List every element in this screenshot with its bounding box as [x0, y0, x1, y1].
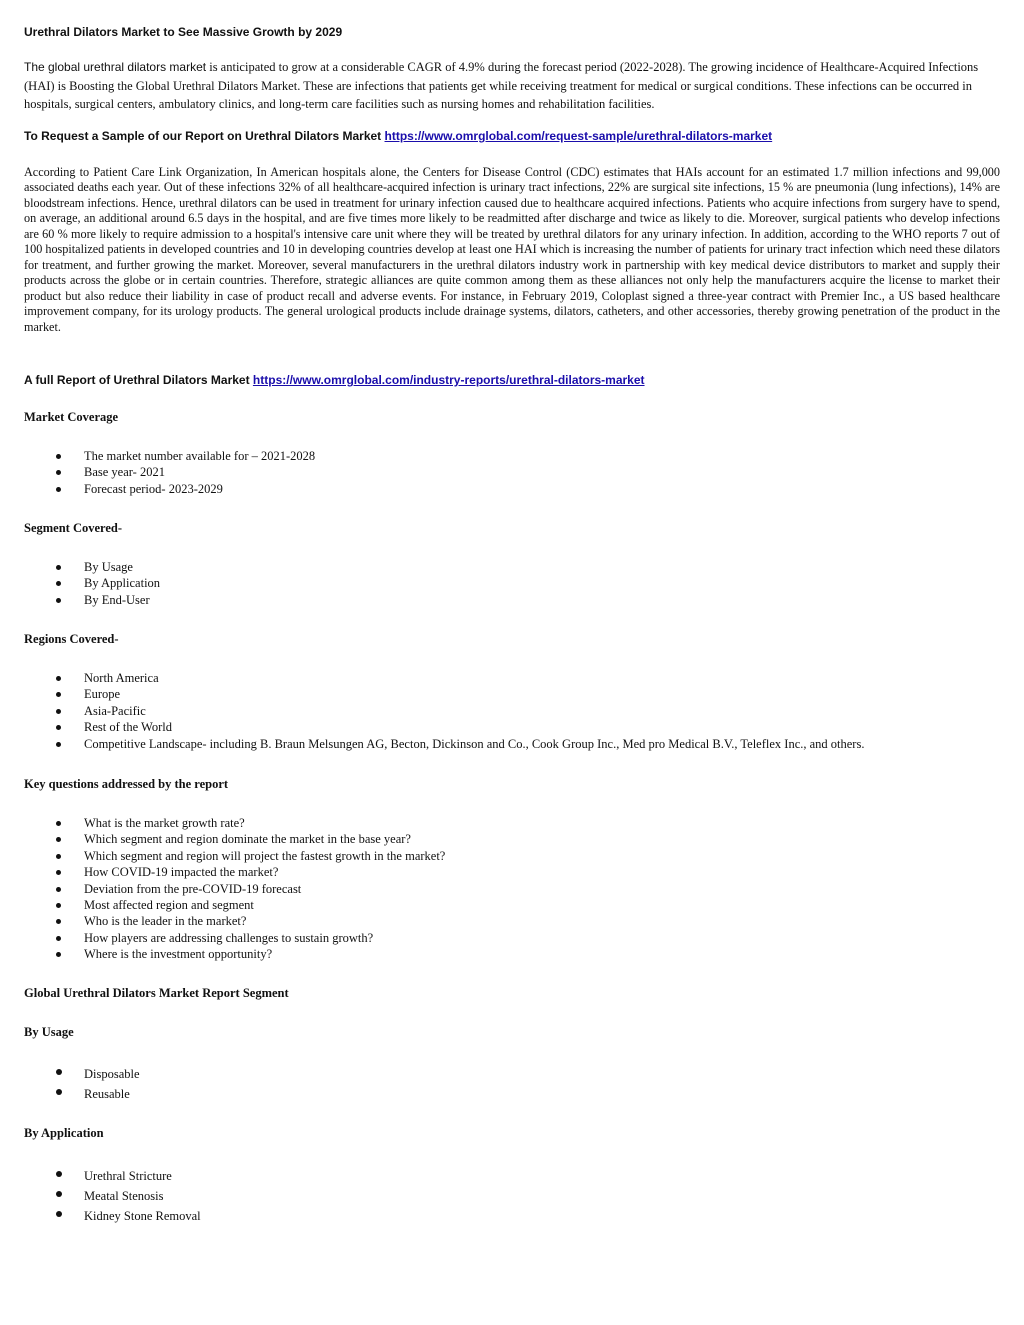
by-application-list [24, 1166, 201, 1226]
full-report-label: A full Report of Urethral Dilators Market [24, 373, 253, 387]
bullet-icon [56, 1211, 62, 1217]
sample-request-line [24, 129, 772, 143]
list-item: How COVID-19 impacted the market? [24, 864, 445, 880]
list-item: Most affected region and segment [24, 897, 445, 913]
bullet-icon [56, 919, 61, 924]
body-paragraph: According to Patient Care Link Organization, In American hospitals alone, the Centers for Disease Control (CDC) estimates that HAIs account for an estimated 1.7 million infections and 99,000 associated deaths each year. Out of these infections 32% of all healthcare-acquired infection is urinary tract infections, 22% are surgical site infections, 15 % are pneumonia (lung infections), 14% are bloodstream infections. Hence, urethral dilators can be used in treatment for urinary infection caused due to healthcare acquired infections. Patients who acquire infections from surgery have to spend, on average, an additional around 6.5 days in the hospital, and are five times more likely to be readmitted after discharge and twice as likely to die. Moreover, surgical patients who develop infections are 60 % more likely to require admission to a hospital's intensive care unit where they will be treated by urethral dilators for any urinary infection. In addition, according to the WHO reports 7 out of 100 hospitalized patients in developed countries and 10 in developing countries develop at least one HAI which is increasing the number of patients for urinary tract infection which need these dilators for treatment, and further growing the market. Moreover, several manufacturers in the urethral dilators industry work in partnership with key medical device distributors to market and supply their products across the globe or in certain countries. Therefore, strategic alliances are quite common among them as these alliances not only help the manufacturers acquire the license to market their product but also reduce their liability in case of product recall and adverse events. For instance, in February 2019, Coloplast signed a three-year contract with Premier Inc., a US based healthcare improvement company, for its urology products. The general urological products include drainage systems, dilators, catheters, and other accessories, thereby growing penetration of the product in the market. [24, 165, 1000, 334]
bullet-icon [56, 565, 61, 570]
bullet-icon [56, 598, 61, 603]
list-item: By Application [24, 575, 160, 591]
by-usage-heading: By Usage [24, 1025, 74, 1039]
bullet-icon [56, 952, 61, 957]
bullet-icon [56, 821, 61, 826]
sample-request-label: To Request a Sample of our Report on Urethral Dilators Market [24, 129, 385, 143]
list-item: Disposable [24, 1064, 140, 1084]
document-title: Urethral Dilators Market to See Massive Growth by 2029 [24, 25, 343, 39]
sample-request-link[interactable]: https://www.omrglobal.com/request-sample/urethral-dilators-market [384, 129, 773, 143]
list-item: Meatal Stenosis [24, 1186, 201, 1206]
report-segment-heading: Global Urethral Dilators Market Report Segment [24, 986, 289, 1000]
list-item: Which segment and region dominate the market in the base year? [24, 831, 445, 847]
list-item: Urethral Stricture [24, 1166, 201, 1186]
bullet-icon [56, 854, 61, 859]
regions-covered-heading: Regions Covered- [24, 632, 119, 646]
list-item: Which segment and region will project the fastest growth in the market? [24, 848, 445, 864]
list-item: What is the market growth rate? [24, 815, 445, 831]
bullet-icon [56, 1089, 62, 1095]
list-item: Base year- 2021 [24, 464, 315, 480]
list-item: Rest of the World [24, 719, 864, 735]
bullet-icon [56, 1171, 62, 1177]
list-item: Asia-Pacific [24, 703, 864, 719]
bullet-icon [56, 709, 61, 714]
list-item: Kidney Stone Removal [24, 1206, 201, 1226]
bullet-icon [56, 487, 61, 492]
list-item: Reusable [24, 1084, 140, 1104]
bullet-icon [56, 936, 61, 941]
intro-lead: The global urethral dilators market [24, 60, 207, 74]
bullet-icon [56, 581, 61, 586]
intro-text: is anticipated to grow at a considerable CAGR of 4.9% during the forecast period (2022-2028). The growing incidence of Healthcare-Acquired Infections (HAI) is Boosting the Global Urethral Dilators Market. These are infections that patients get while receiving treatment for medical or surgical conditions. These infections can be occurred in hospitals, surgical centers, ambulatory clinics, and long-term care facilities such as nursing homes and rehabilitation facilities. [24, 60, 979, 111]
bullet-icon [56, 725, 61, 730]
regions-covered-list [24, 670, 864, 752]
bullet-icon [56, 454, 61, 459]
list-item: Competitive Landscape- including B. Braun Melsungen AG, Becton, Dickinson and Co., Cook Group Inc., Med pro Medical B.V., Teleflex Inc., and others. [24, 736, 864, 752]
segment-covered-heading: Segment Covered- [24, 521, 123, 535]
list-item: Forecast period- 2023-2029 [24, 481, 315, 497]
bullet-icon [56, 692, 61, 697]
bullet-icon [56, 887, 61, 892]
intro-paragraph [24, 58, 1000, 114]
list-item: How players are addressing challenges to sustain growth? [24, 930, 445, 946]
bullet-icon [56, 903, 61, 908]
full-report-link[interactable]: https://www.omrglobal.com/industry-reports/urethral-dilators-market [252, 373, 645, 387]
bullet-icon [56, 470, 61, 475]
by-usage-list [24, 1064, 140, 1104]
list-item: Deviation from the pre-COVID-19 forecast [24, 881, 445, 897]
list-item: North America [24, 670, 864, 686]
list-item: The market number available for – 2021-2028 [24, 448, 315, 464]
segment-covered-list [24, 559, 160, 608]
bullet-icon [56, 837, 61, 842]
list-item: Europe [24, 686, 864, 702]
bullet-icon [56, 1069, 62, 1075]
by-application-heading: By Application [24, 1126, 104, 1140]
list-item: By Usage [24, 559, 160, 575]
list-item: Where is the investment opportunity? [24, 946, 445, 962]
bullet-icon [56, 742, 61, 747]
full-report-line [24, 373, 645, 387]
list-item: Who is the leader in the market? [24, 913, 445, 929]
key-questions-list [24, 815, 445, 963]
key-questions-heading: Key questions addressed by the report [24, 777, 229, 791]
list-item: By End-User [24, 592, 160, 608]
bullet-icon [56, 870, 61, 875]
market-coverage-list [24, 448, 315, 497]
market-coverage-heading: Market Coverage [24, 410, 119, 424]
bullet-icon [56, 676, 61, 681]
bullet-icon [56, 1191, 62, 1197]
